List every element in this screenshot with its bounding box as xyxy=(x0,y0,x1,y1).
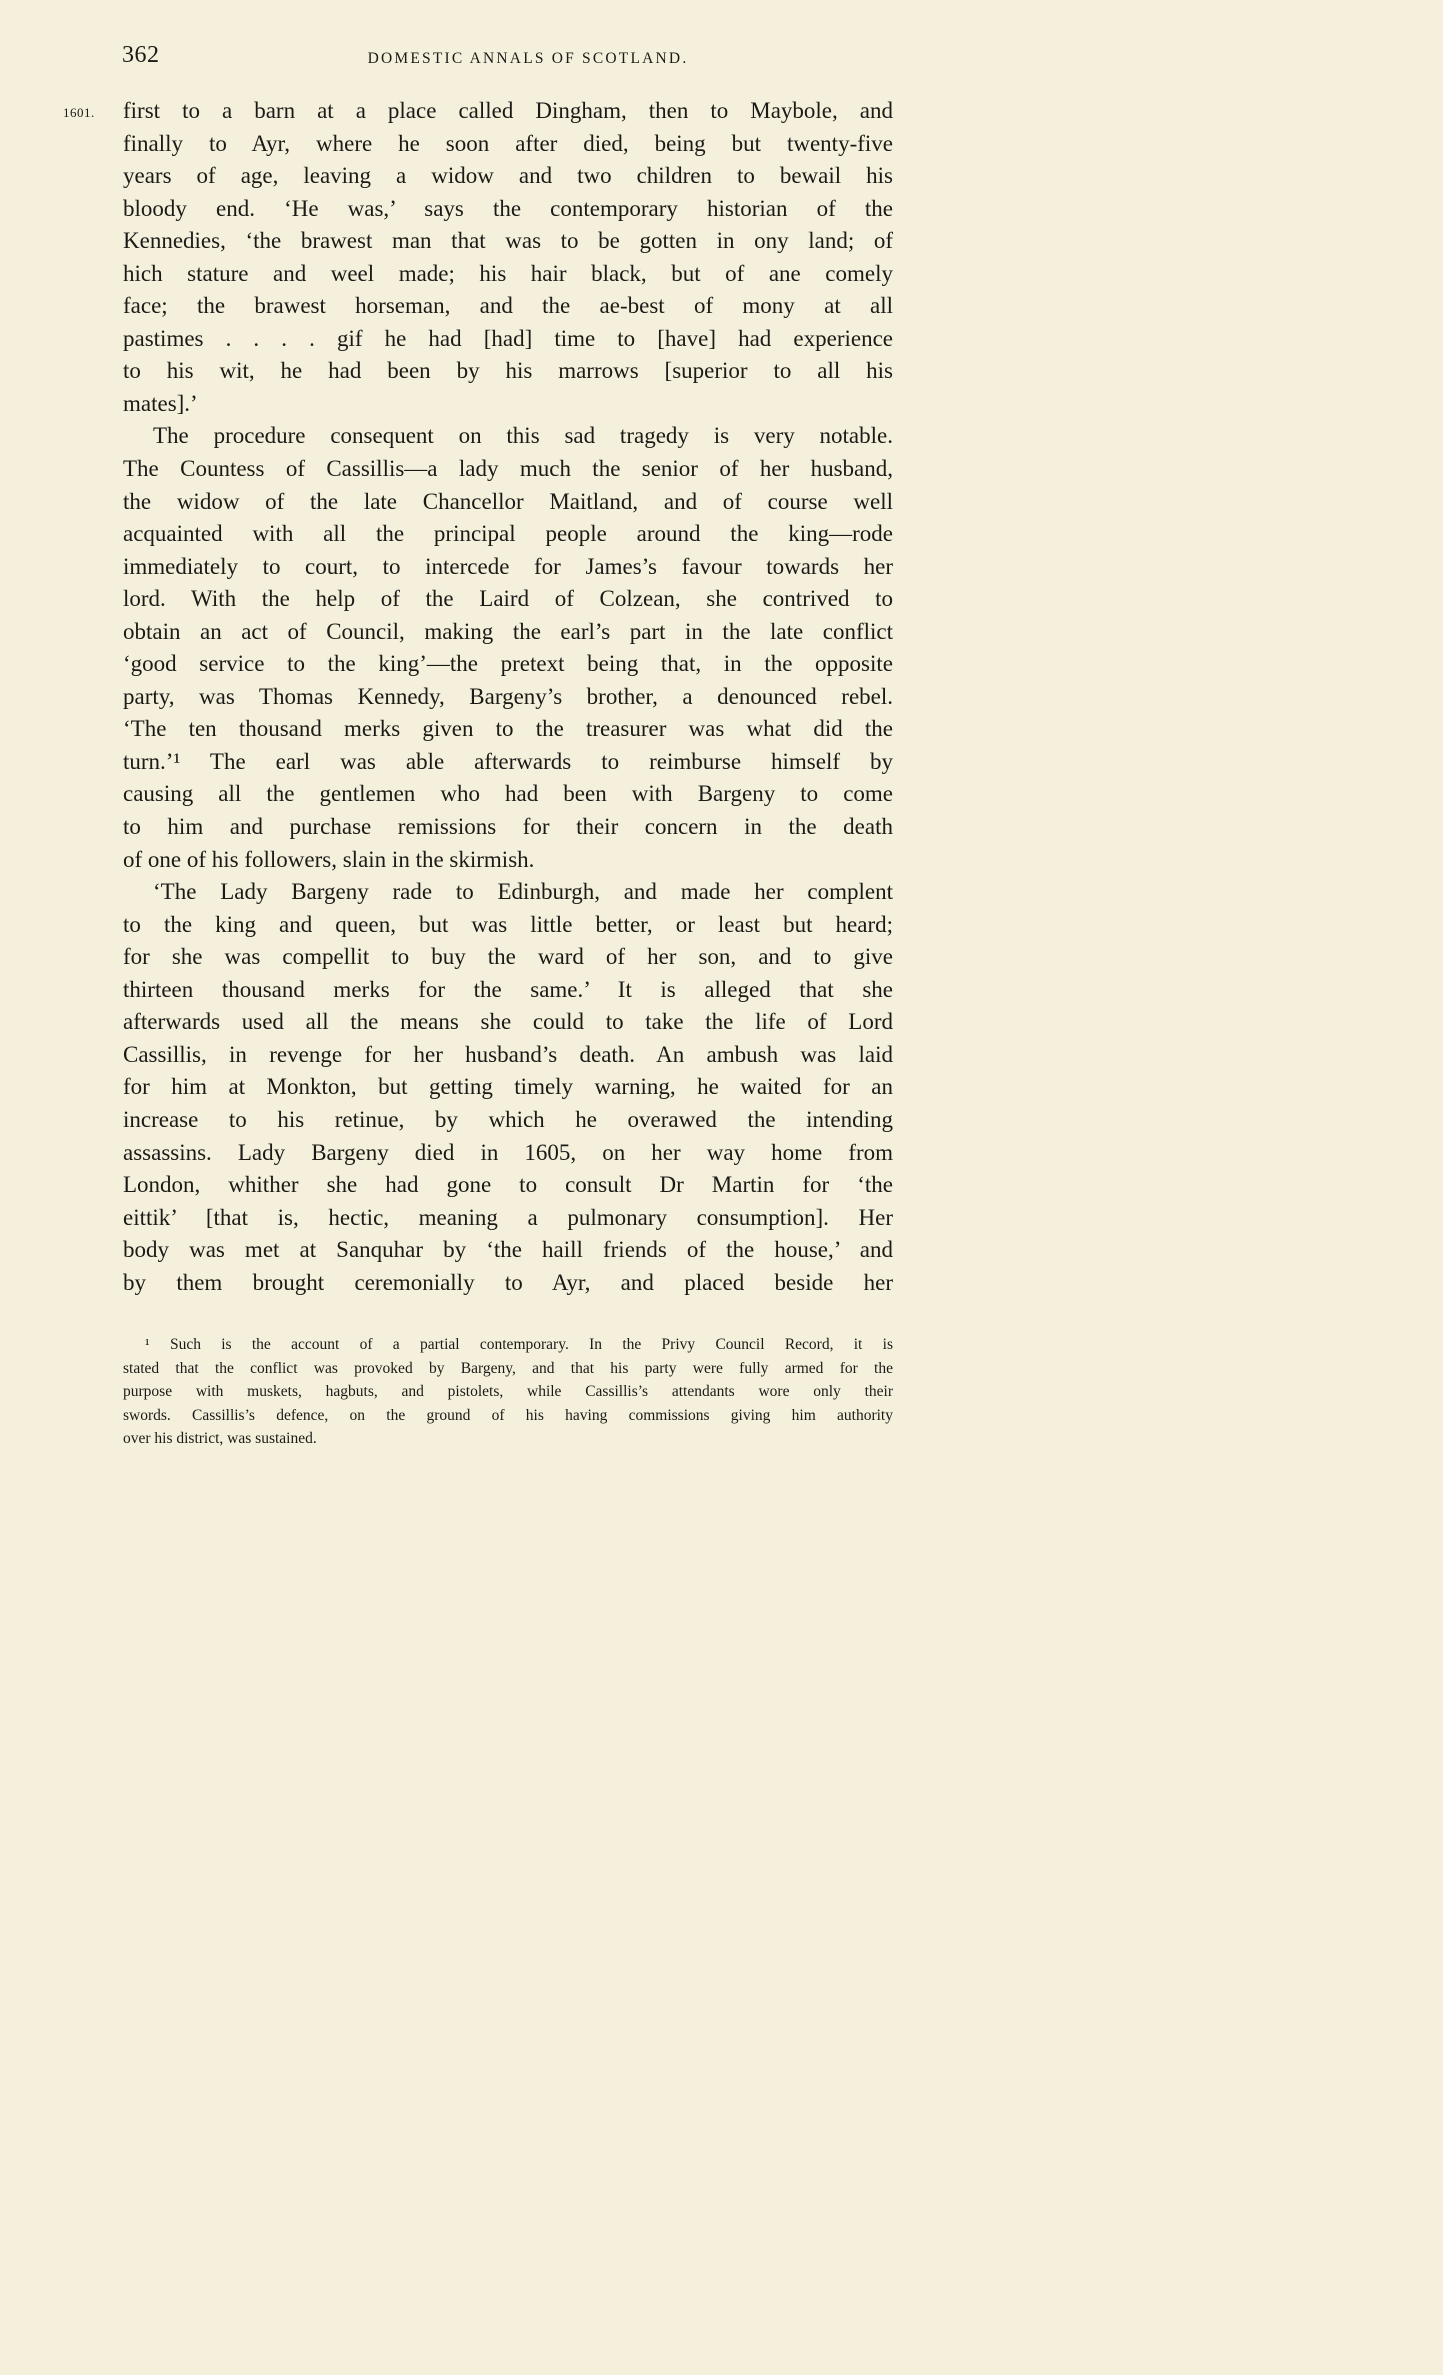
page-number: 362 xyxy=(122,42,160,68)
text-line: to his wit, he had been by his marrows [superior to all his xyxy=(123,358,893,384)
paragraph-start-line: ‘The Lady Bargeny rade to Edinburgh, and made her complent xyxy=(153,879,893,905)
text-line: afterwards used all the means she could to take the life of Lord xyxy=(123,1009,893,1035)
footnote xyxy=(123,1333,893,1451)
text-line: acquainted with all the principal people around the king—rode xyxy=(123,521,893,547)
text-line: Kennedies, ‘the brawest man that was to be gotten in ony land; of xyxy=(123,228,893,254)
text-line: pastimes . . . . gif he had [had] time to [have] had experience xyxy=(123,325,893,351)
text-line: first to a barn at a place called Dingham, then to Maybole, and xyxy=(123,98,893,123)
text-line: causing all the gentlemen who had been with Bargeny to come xyxy=(123,781,893,807)
page-header xyxy=(122,42,894,78)
text-line: the widow of the late Chancellor Maitland, and of course well xyxy=(123,488,893,514)
text-line: ‘The ten thousand merks given to the treasurer was what did the xyxy=(123,716,893,742)
text-line: mates].’ xyxy=(123,390,198,416)
text-line: lord. With the help of the Laird of Colzean, she contrived to xyxy=(123,586,893,612)
text-line: face; the brawest horseman, and the ae-best of mony at all xyxy=(123,293,893,319)
footnote-line: swords. Cassillis’s defence, on the ground of his having commissions giving him authority xyxy=(123,1406,893,1424)
paragraph-start-line: The procedure consequent on this sad tragedy is very notable. xyxy=(153,423,893,449)
text-line: for him at Monkton, but getting timely warning, he waited for an xyxy=(123,1074,893,1100)
footnote-line: over his district, was sustained. xyxy=(123,1430,317,1448)
footnote-line: purpose with muskets, hagbuts, and pistolets, while Cassillis’s attendants wore only their xyxy=(123,1383,893,1401)
text-line: London, whither she had gone to consult Dr Martin for ‘the xyxy=(123,1172,893,1198)
text-line: to him and purchase remissions for their concern in the death xyxy=(123,814,893,840)
text-line: thirteen thousand merks for the same.’ It is alleged that she xyxy=(123,976,893,1002)
text-line: immediately to court, to intercede for James’s favour towards her xyxy=(123,553,893,579)
text-line: to the king and queen, but was little better, or least but heard; xyxy=(123,911,893,937)
text-line: turn.’¹ The earl was able afterwards to reimburse himself by xyxy=(123,748,893,774)
footnote-line: ¹ Such is the account of a partial contemporary. In the Privy Council Record, it is xyxy=(145,1336,893,1353)
text-line: increase to his retinue, by which he overawed the intending xyxy=(123,1106,893,1132)
text-line: eittik’ [that is, hectic, meaning a pulmonary consumption]. Her xyxy=(123,1204,893,1230)
footnote-line: stated that the conflict was provoked by Bargeny, and that his party were fully armed for the xyxy=(123,1359,893,1377)
text-line: obtain an act of Council, making the earl’s part in the late conflict xyxy=(123,618,893,644)
text-line: of one of his followers, slain in the skirmish. xyxy=(123,846,535,872)
text-line: party, was Thomas Kennedy, Bargeny’s brother, a denounced rebel. xyxy=(123,683,893,709)
text-line: years of age, leaving a widow and two children to bewail his xyxy=(123,163,893,189)
text-line: by them brought ceremonially to Ayr, and placed beside her xyxy=(123,1269,893,1295)
text-line: hich stature and weel made; his hair black, but of ane comely xyxy=(123,260,893,286)
text-line: for she was compellit to buy the ward of her son, and to give xyxy=(123,944,893,970)
text-line: finally to Ayr, where he soon after died, being but twenty-five xyxy=(123,130,893,156)
text-line: ‘good service to the king’—the pretext being that, in the opposite xyxy=(123,651,893,677)
text-line: The Countess of Cassillis—a lady much the senior of her husband, xyxy=(123,456,893,482)
text-line: Cassillis, in revenge for her husband’s death. An ambush was laid xyxy=(123,1041,893,1067)
running-title: DOMESTIC ANNALS OF SCOTLAND. xyxy=(367,50,689,67)
margin-year: 1601. xyxy=(63,105,95,120)
text-line: bloody end. ‘He was,’ says the contemporary historian of the xyxy=(123,195,893,221)
text-line: body was met at Sanquhar by ‘the haill friends of the house,’ and xyxy=(123,1237,893,1263)
body-text xyxy=(123,95,893,1299)
text-line: assassins. Lady Bargeny died in 1605, on her way home from xyxy=(123,1139,893,1165)
